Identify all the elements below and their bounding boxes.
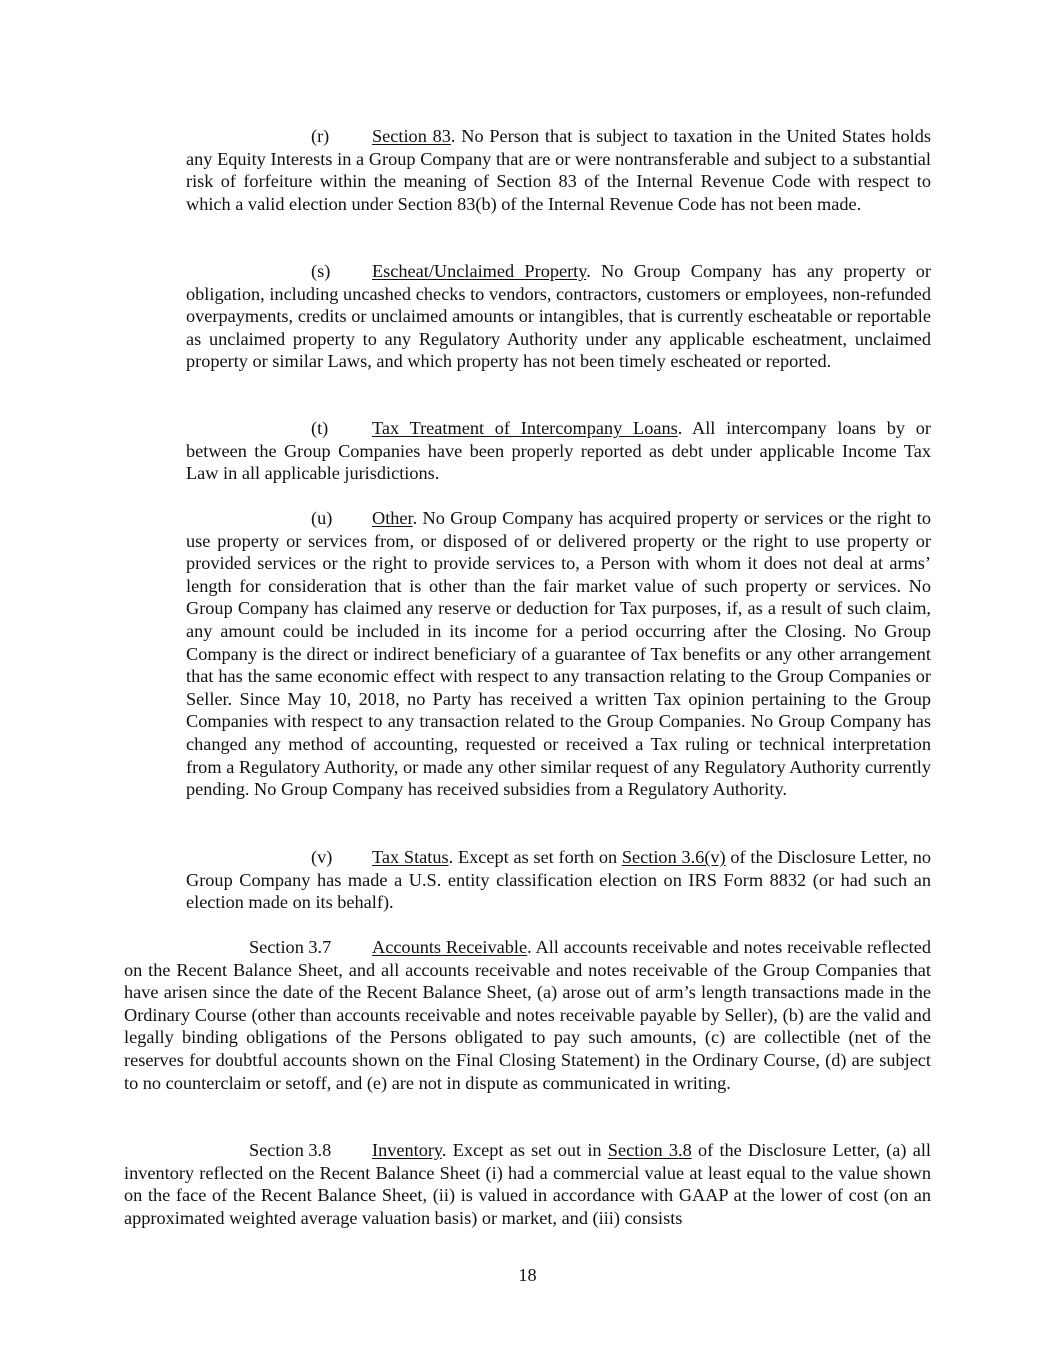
clause-body: . No Group Company has acquired property or services or the right to use property or services from, or disposed of or delivered property or the right to use property or provided services or the right to provide services to, a Person with whom it does not deal at arms’ length for consideration that is other than the fair market value of such property or services. No Group Company has claimed any reserve or deduction for Tax purposes, if, as a result of such claim, any amount could be included in its income for a period occurring after the Closing. No Group Company is the direct or indirect beneficiary of a guarantee of Tax benefits or any other arrangement that has the same economic effect with respect to any transaction relating to the Group Companies or Seller. Since May 10, 2018, no Party has received a written Tax opinion pertaining to the Group Companies with respect to any transaction related to the Group Companies. No Group Company has changed any method of accounting, requested or received a Tax ruling or technical interpretation from a Regulatory Authority, or made any other similar request of any Regulatory Authority currently pending. No Group Company has received subsidies from a Regulatory Authority. (186, 508, 931, 800)
clause-heading: Section 83 (372, 126, 451, 146)
section-body-continued: of the Disclosure Letter, (a) all inventory reflected on the Recent Balance Sheet (i) had a commercial value at least equal to the value shown on the face of the Recent Balance Sheet, (ii) is valued in accordance with GAAP at the lower of cost (on an approximated weighted average valuation basis) or market, and (iii) consists (124, 1140, 931, 1228)
page-number: 18 (518, 1265, 537, 1285)
clause-s-escheat (186, 260, 931, 373)
clause-body: . No Person that is subject to taxation in the United States holds any Equity Interests in a Group Company that are or were nontransferable and subject to a substantial risk of forfeiture within the meaning of Section 83 of the Internal Revenue Code with respect to which a valid election under Section 83(b) of the Internal Revenue Code has not been made. (186, 126, 931, 214)
section-3-8-inventory (124, 1139, 931, 1229)
clause-heading: Tax Status (372, 847, 449, 867)
section-3-7-accounts-receivable (124, 936, 931, 1094)
clause-t-intercompany-loans (186, 417, 931, 485)
clause-body: . Except as set forth on (448, 847, 622, 867)
section-label: Section 3.8 (249, 1140, 332, 1160)
clause-r-section-83 (186, 125, 931, 215)
clause-label: (s) (311, 261, 331, 281)
clause-label: (u) (311, 508, 333, 528)
section-heading: Accounts Receivable (372, 937, 528, 957)
clause-v-tax-status (186, 846, 931, 914)
section-reference-link: Section 3.6(v) (621, 847, 726, 867)
clause-heading: Tax Treatment of Intercompany Loans (372, 418, 678, 438)
section-reference-link: Section 3.8 (607, 1140, 692, 1160)
clause-label: (r) (311, 126, 330, 146)
section-body: . All accounts receivable and notes receivable reflected on the Recent Balance Sheet, and all accounts receivable and notes receivable of the Group Companies that have arisen since the date of the Recent Balance Sheet, (a) arose out of arm’s length transactions made in the Ordinary Course (other than accounts receivable and notes receivable payable by Seller), (b) are the valid and legally binding obligations of the Persons obligated to pay such amounts, (c) are collectible (net of the reserves for doubtful accounts shown on the Final Closing Statement) in the Ordinary Course, (d) are subject to no counterclaim or setoff, and (e) are not in dispute as communicated in writing. (124, 937, 931, 1093)
clause-u-other (186, 507, 931, 801)
clause-body: . No Group Company has any property or obligation, including uncashed checks to vendors, contractors, customers or employees, non-refunded overpayments, credits or unclaimed amounts or intangibles, that is currently escheatable or reportable as unclaimed property to any Regulatory Authority under any applicable escheatment, unclaimed property or similar Laws, and which property has not been timely escheated or reported. (186, 261, 931, 372)
clause-label: (t) (311, 418, 329, 438)
clause-label: (v) (311, 847, 333, 867)
section-heading: Inventory (372, 1140, 442, 1160)
clause-body-continued: of the Disclosure Letter, no Group Company has made a U.S. entity classification election on IRS Form 8832 (or had such an election made on its behalf). (186, 847, 931, 913)
clause-heading: Escheat/Unclaimed Property (372, 261, 587, 281)
clause-body: . All intercompany loans by or between the Group Companies have been properly reported as debt under applicable Income Tax Law in all applicable jurisdictions. (186, 418, 931, 484)
clause-heading: Other (372, 508, 413, 528)
section-body: . Except as set out in (441, 1140, 608, 1160)
section-label: Section 3.7 (249, 937, 332, 957)
